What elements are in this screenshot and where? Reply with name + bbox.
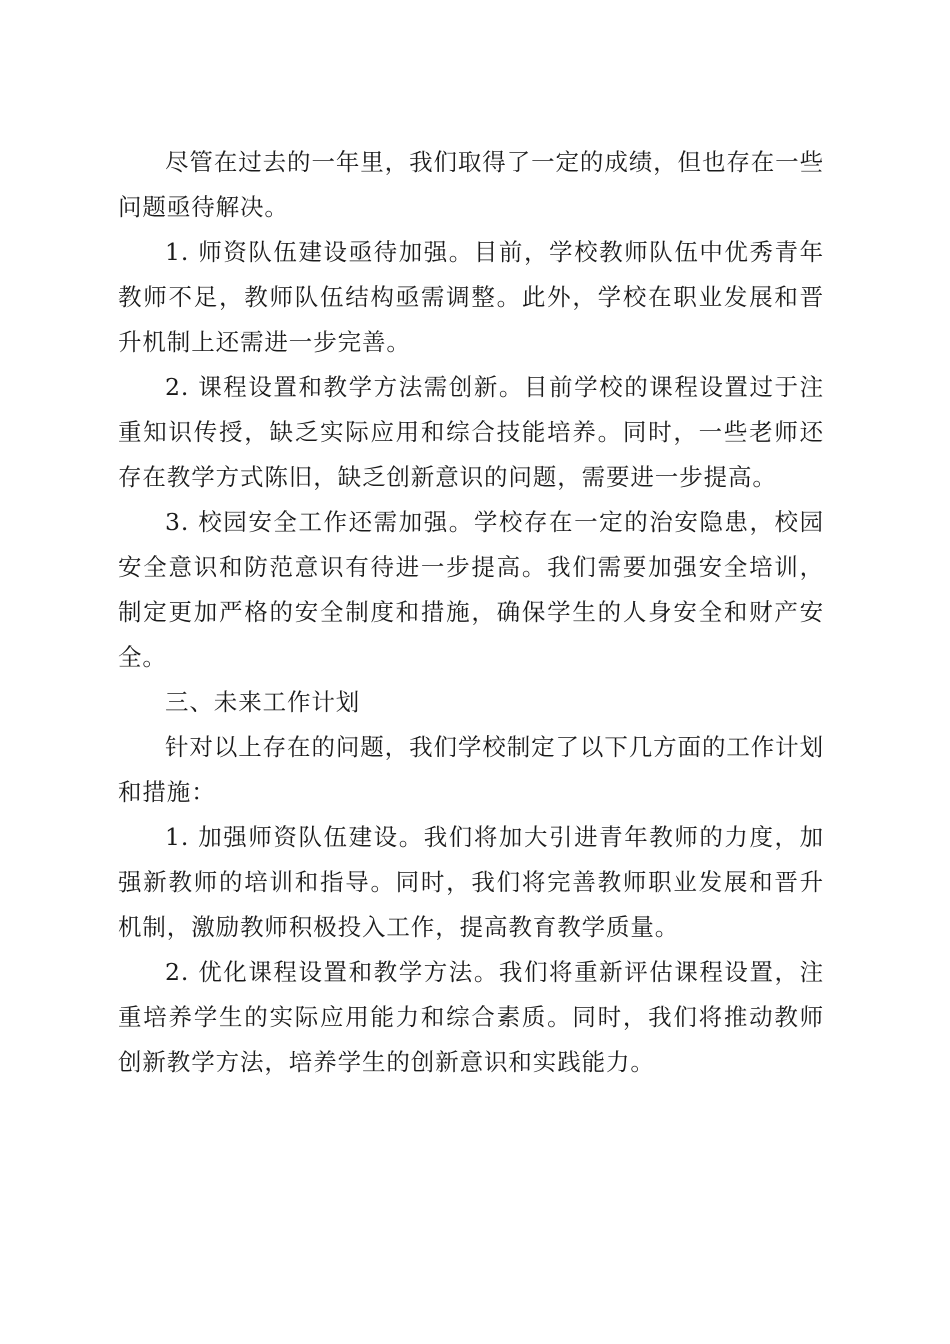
paragraph-plan-intro: 针对以上存在的问题，我们学校制定了以下几方面的工作计划和措施： (118, 733, 824, 806)
section-heading: 三、未来工作计划 (165, 688, 361, 716)
paragraph-intro: 尽管在过去的一年里，我们取得了一定的成绩，但也存在一些问题亟待解决。 (118, 148, 824, 221)
paragraph-issue-2: 2. 课程设置和教学方法需创新。目前学校的课程设置过于注重知识传授，缺乏实际应用和综合技能培养。同时，一些老师还存在教学方式陈旧，缺乏创新意识的问题，需要进一步提高。 (118, 373, 824, 491)
paragraph-issue-3: 3. 校园安全工作还需加强。学校存在一定的治安隐患，校园安全意识和防范意识有待进一步提高。我们需要加强安全培训，制定更加严格的安全制度和措施，确保学生的人身安全和财产安全。 (118, 508, 824, 671)
document-page (118, 140, 824, 1085)
paragraph-issue-1: 1. 师资队伍建设亟待加强。目前，学校教师队伍中优秀青年教师不足，教师队伍结构亟需调整。此外，学校在职业发展和晋升机制上还需进一步完善。 (118, 238, 824, 356)
paragraph-plan-2: 2. 优化课程设置和教学方法。我们将重新评估课程设置，注重培养学生的实际应用能力和综合素质。同时，我们将推动教师创新教学方法，培养学生的创新意识和实践能力。 (118, 958, 824, 1076)
paragraph-plan-1: 1. 加强师资队伍建设。我们将加大引进青年教师的力度，加强新教师的培训和指导。同时，我们将完善教师职业发展和晋升机制，激励教师积极投入工作，提高教育教学质量。 (118, 823, 824, 941)
